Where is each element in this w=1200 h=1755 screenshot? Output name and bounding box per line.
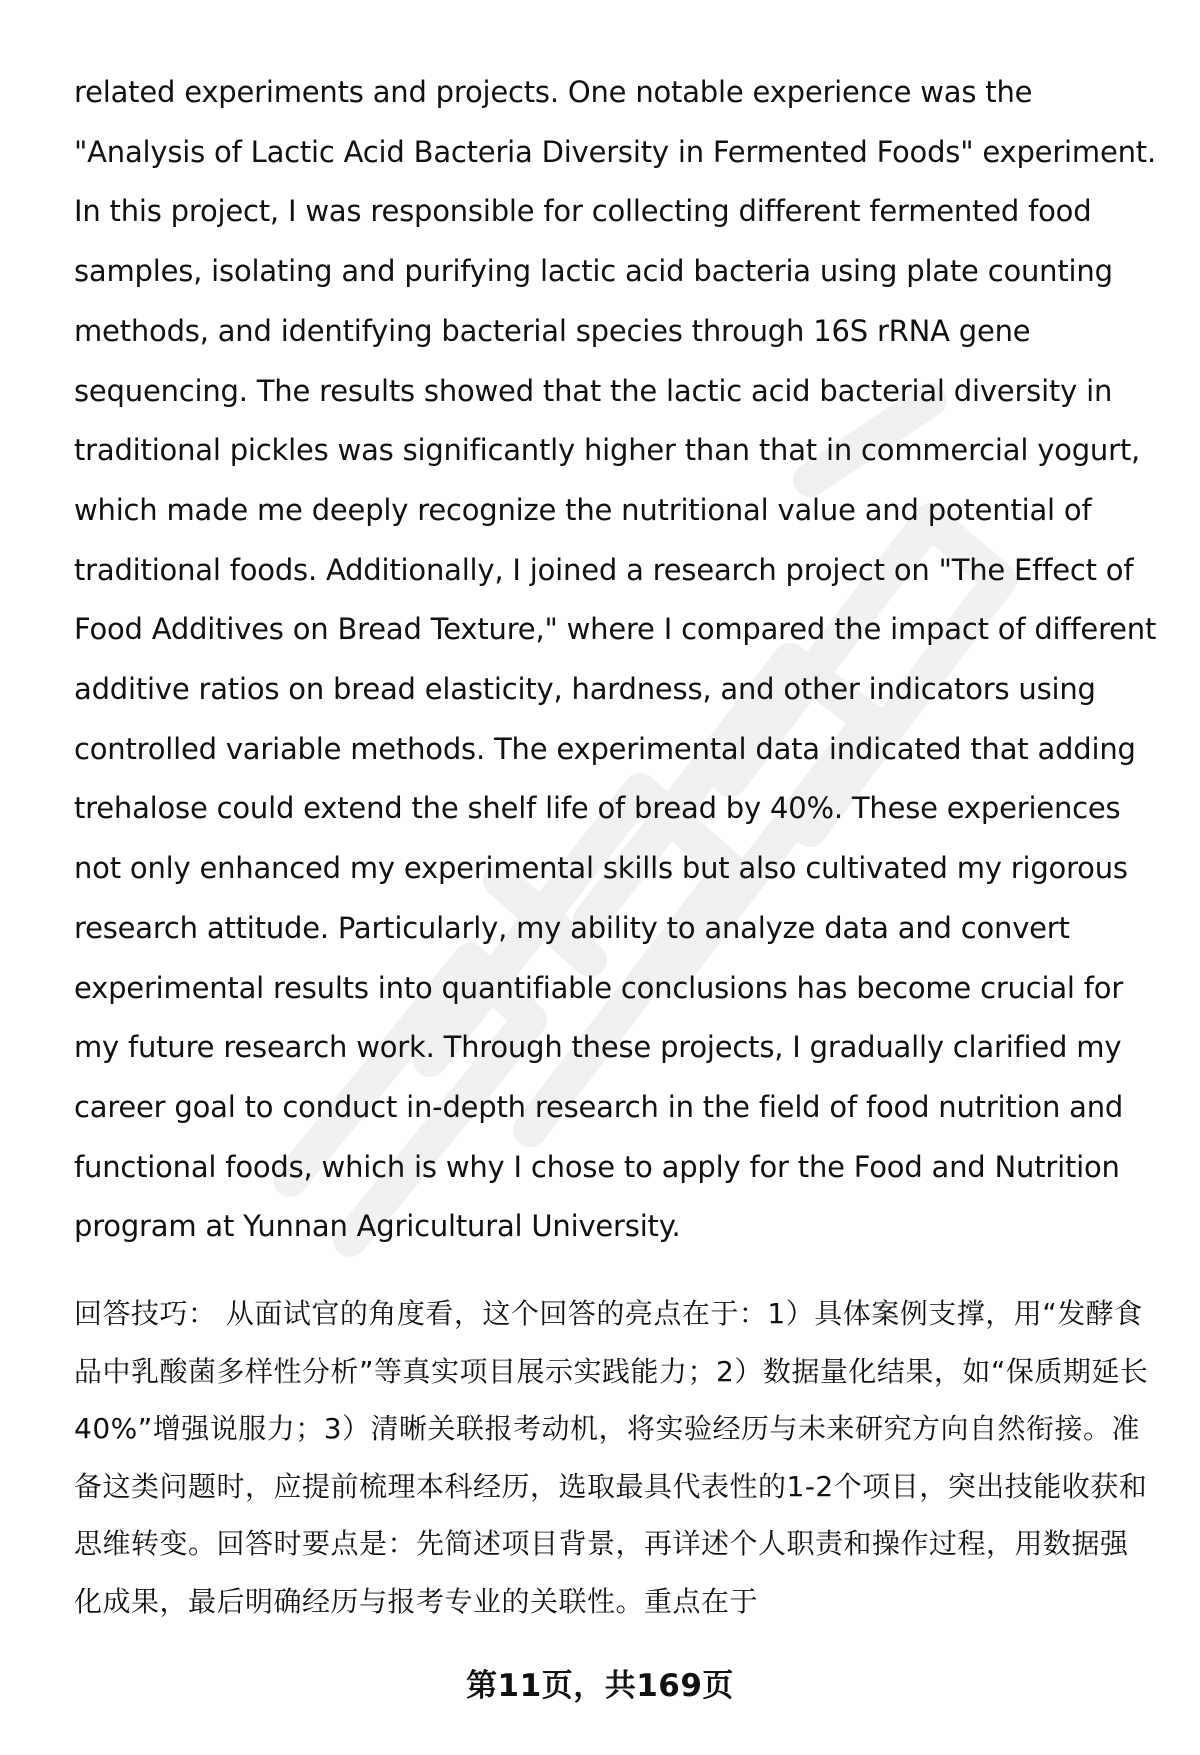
page-number-footer: 第11页，共169页: [466, 1668, 734, 1704]
answer-tips-paragraph: 回答技巧： 从面试官的角度看，这个回答的亮点在于：1）具体案例支撑，用“发酵食品中乳酸菌多样性分析”等真实项目展示实践能力；2）数据量化结果，如“保质期延长40%”增强说服力；3）清晰关联报考动机，将实验经历与未来研究方向自然衔接。准备这类问题时，应提前梳理本科经历，选取最具代表性的1-2个项目，突出技能收获和思维转变。回答时要点是：先简述项目背景，再详述个人职责和操作过程，用数据强化成果，最后明确经历与报考专业的关联性。重点在于: [74, 1297, 1149, 1618]
body-paragraph: related experiments and projects. One notable experience was the "Analysis of Lactic Acid Bacteria Diversity in Fermented Foods" experiment. In this project, I was responsible for collecting different fermented food samples, isolating and purifying lactic acid bacteria using plate counting methods, and identifying bacterial species through 16S rRNA gene sequencing. The results showed that the lactic acid bacterial diversity in traditional pickles was significantly higher than that in commercial yogurt, which made me deeply recognize the nutritional value and potential of traditional foods. Additionally, I joined a research project on "The Effect of Food Additives on Bread Texture," where I compared the impact of different additive ratios on bread elasticity, hardness, and other indicators using controlled variable methods. The experimental data indicated that adding trehalose could extend the shelf life of bread by 40%. These experiences not only enhanced my experimental skills but also cultivated my rigorous research attitude. Particularly, my ability to analyze data and convert experimental results into quantifiable conclusions has become crucial for my future research work. Through these projects, I gradually clarified my career goal to conduct in-depth research in the field of food nutrition and functional foods, which is why I chose to apply for the Food and Nutrition program at Yunnan Agricultural University.: [74, 75, 1157, 1244]
